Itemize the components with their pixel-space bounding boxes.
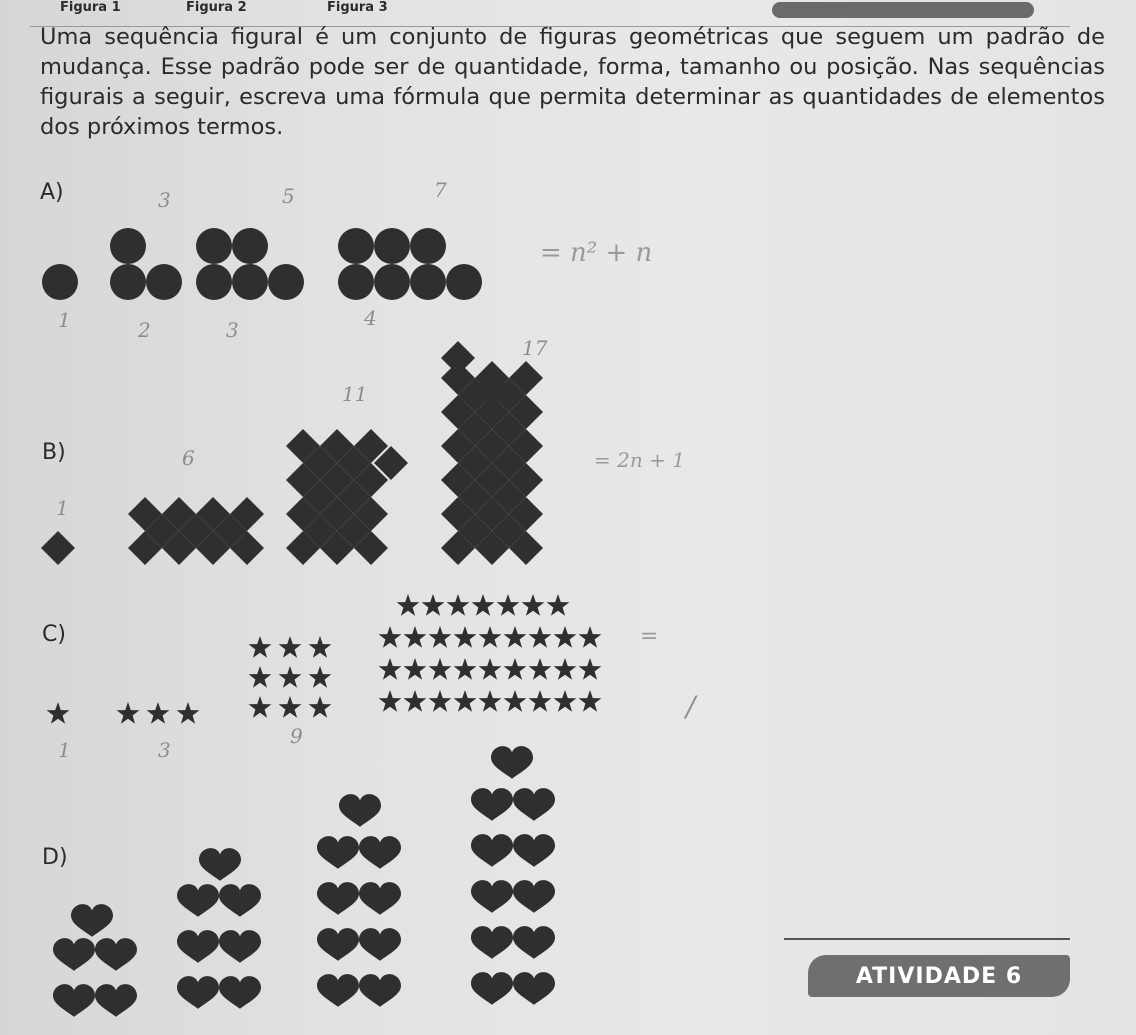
star xyxy=(579,626,602,648)
pencil-note-b-6: 6 xyxy=(182,446,195,470)
heart xyxy=(219,930,261,963)
star xyxy=(454,626,477,648)
heart xyxy=(219,976,261,1009)
circle xyxy=(374,264,410,300)
heart xyxy=(95,984,137,1017)
figure-2-label: Figura 2 xyxy=(186,0,247,15)
heart xyxy=(177,930,219,963)
pencil-note-a-5: 5 xyxy=(282,184,295,208)
section-b-label: B) xyxy=(42,440,66,465)
star xyxy=(309,696,332,718)
star xyxy=(497,594,520,616)
heart xyxy=(491,746,533,779)
figure-d-3 xyxy=(317,794,401,1007)
figure-c-3 xyxy=(249,636,332,718)
figure-a-1 xyxy=(42,264,78,300)
diamond xyxy=(41,531,75,565)
heart xyxy=(471,972,513,1005)
heart xyxy=(359,928,401,961)
heart xyxy=(199,848,241,881)
star xyxy=(397,594,420,616)
star xyxy=(404,690,427,712)
star xyxy=(249,636,272,658)
circle xyxy=(268,264,304,300)
heart xyxy=(71,904,113,937)
figure-d-1 xyxy=(53,904,137,1017)
circle xyxy=(446,264,482,300)
heart xyxy=(339,794,381,827)
heart xyxy=(513,926,555,959)
star xyxy=(147,702,170,724)
section-d-label: D) xyxy=(42,845,68,870)
star xyxy=(479,658,502,680)
heart xyxy=(513,880,555,913)
star xyxy=(249,666,272,688)
pencil-mark-c: / xyxy=(686,690,696,723)
heart xyxy=(317,882,359,915)
figure-c-1 xyxy=(47,702,70,724)
section-a-label: A) xyxy=(40,180,64,205)
heart xyxy=(471,880,513,913)
heart xyxy=(513,972,555,1005)
figure-a-2 xyxy=(110,228,182,300)
heart xyxy=(359,974,401,1007)
circle xyxy=(338,228,374,264)
star xyxy=(379,690,402,712)
pencil-formula-b: = 2n + 1 xyxy=(594,448,685,472)
activity-divider xyxy=(784,938,1070,940)
figure-d-2 xyxy=(177,848,261,1009)
star xyxy=(472,594,495,616)
star xyxy=(279,666,302,688)
star xyxy=(547,594,570,616)
heart xyxy=(317,836,359,869)
heart xyxy=(53,938,95,971)
heart xyxy=(219,884,261,917)
circle xyxy=(196,228,232,264)
star xyxy=(404,626,427,648)
circle xyxy=(410,228,446,264)
sequence-d-figures xyxy=(53,746,555,1017)
figure-a-4 xyxy=(338,228,482,300)
activity-banner: ATIVIDADE 6 xyxy=(808,955,1070,997)
star xyxy=(504,626,527,648)
pencil-note-a-n4: 4 xyxy=(364,306,377,330)
star xyxy=(379,658,402,680)
figure-a-3 xyxy=(196,228,304,300)
circle xyxy=(410,264,446,300)
star xyxy=(429,626,452,648)
circle xyxy=(110,264,146,300)
star xyxy=(429,658,452,680)
heart xyxy=(359,836,401,869)
star xyxy=(279,636,302,658)
figure-b-4 xyxy=(441,341,543,565)
circle xyxy=(338,264,374,300)
circle xyxy=(110,228,146,264)
circle xyxy=(42,264,78,300)
pencil-note-a-3: 3 xyxy=(158,188,171,212)
circle xyxy=(232,228,268,264)
star xyxy=(504,690,527,712)
pencil-note-a-n1: 1 xyxy=(58,308,71,332)
star xyxy=(522,594,545,616)
star xyxy=(529,690,552,712)
figure-1-label: Figura 1 xyxy=(60,0,121,15)
heart xyxy=(471,926,513,959)
heart xyxy=(513,788,555,821)
sequence-a-figures xyxy=(42,228,482,300)
star xyxy=(447,594,470,616)
star xyxy=(554,690,577,712)
pencil-note-b-11: 11 xyxy=(342,382,368,406)
pencil-note-c-1: 1 xyxy=(58,738,71,762)
pencil-note-c-9: 9 xyxy=(290,724,303,748)
star xyxy=(47,702,70,724)
intro-text: Uma sequência figural é um conjunto de figuras geométricas que seguem um padrão de mudança. Esse padrão pode ser de quantidade, forma, tamanho ou posição. Nas sequências figurais a seguir, escreva uma fórmula que permita determinar as quantidades de elementos dos próximos termos. xyxy=(40,24,1105,140)
circle xyxy=(232,264,268,300)
star xyxy=(309,666,332,688)
circle xyxy=(196,264,232,300)
diamond xyxy=(441,341,475,375)
heart xyxy=(53,984,95,1017)
pencil-formula-c: = xyxy=(640,624,659,649)
heart xyxy=(471,834,513,867)
star xyxy=(429,690,452,712)
heart xyxy=(359,882,401,915)
pencil-note-a-n2: 2 xyxy=(138,318,151,342)
star xyxy=(454,690,477,712)
pencil-note-b-17: 17 xyxy=(522,336,548,360)
pencil-note-b-1: 1 xyxy=(56,496,69,520)
star xyxy=(554,626,577,648)
sequence-c-figures xyxy=(47,594,602,724)
figure-c-2 xyxy=(117,702,200,724)
circle xyxy=(146,264,182,300)
star xyxy=(279,696,302,718)
heart xyxy=(317,974,359,1007)
sequence-b-figures xyxy=(41,341,543,565)
star xyxy=(117,702,140,724)
figure-d-4 xyxy=(471,746,555,1005)
figure-b-2 xyxy=(128,497,264,565)
star xyxy=(454,658,477,680)
star xyxy=(529,658,552,680)
star xyxy=(529,626,552,648)
figure-3-label: Figura 3 xyxy=(327,0,388,15)
star xyxy=(479,626,502,648)
heart xyxy=(95,938,137,971)
figure-b-3 xyxy=(286,429,408,565)
pencil-note-a-n3: 3 xyxy=(226,318,239,342)
star xyxy=(479,690,502,712)
heart xyxy=(177,884,219,917)
heart xyxy=(513,834,555,867)
circle xyxy=(374,228,410,264)
heart xyxy=(471,788,513,821)
star xyxy=(309,636,332,658)
star xyxy=(579,658,602,680)
figure-b-1 xyxy=(41,531,75,565)
section-c-label: C) xyxy=(42,622,66,647)
star xyxy=(579,690,602,712)
star xyxy=(404,658,427,680)
star xyxy=(422,594,445,616)
heart xyxy=(177,976,219,1009)
figure-c-4 xyxy=(379,594,602,712)
pencil-formula-a: = n² + n xyxy=(540,238,653,268)
heart xyxy=(317,928,359,961)
star xyxy=(249,696,272,718)
pencil-note-a-7: 7 xyxy=(434,178,447,202)
star xyxy=(177,702,200,724)
star xyxy=(504,658,527,680)
star xyxy=(379,626,402,648)
star xyxy=(554,658,577,680)
pencil-note-c-3: 3 xyxy=(158,738,171,762)
